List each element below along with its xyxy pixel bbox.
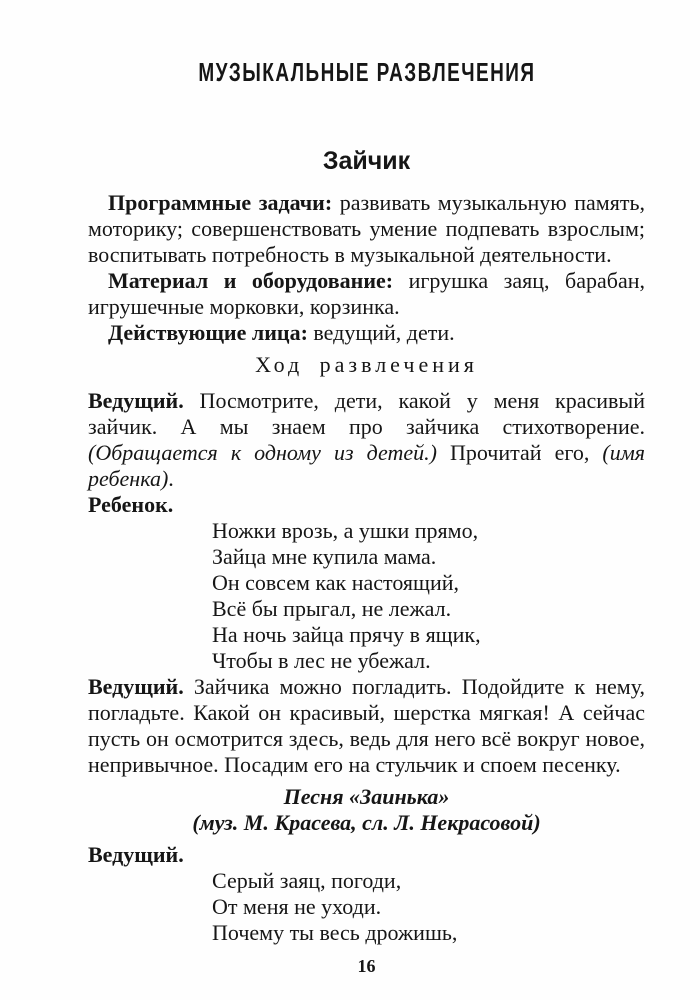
host-dialog-2 — [88, 674, 645, 778]
characters-label: Действующие лица: — [108, 320, 308, 345]
song-heading — [88, 784, 645, 836]
poem-line: Ножки врозь, а ушки прямо, — [212, 518, 479, 543]
child-speaker-line — [88, 492, 645, 518]
host-dialog-1-text-a: Посмотрите, дети, какой у меня красивый зайчик. А мы знаем про зайчика стихотворение. — [88, 388, 645, 439]
materials-paragraph — [88, 268, 645, 320]
characters-paragraph — [88, 320, 645, 346]
program-tasks-paragraph — [88, 190, 645, 268]
poem-line: Чтобы в лес не убежал. — [212, 648, 431, 673]
program-tasks-text: развивать музыкальную память, моторику; совершенствовать умение подпевать взрослым; воспитывать потребность в музыкальной деятельности. — [88, 190, 645, 267]
section-title — [88, 58, 645, 86]
poem-rabbit — [212, 518, 645, 674]
process-heading: Ход развлечения — [255, 352, 478, 377]
page-number: 16 — [357, 956, 376, 976]
section-title-text: МУЗЫКАЛЬНЫЕ РАЗВЛЕЧЕНИЯ — [197, 57, 536, 87]
host-dialog-1 — [88, 388, 645, 492]
characters-text: ведущий, дети. — [307, 320, 455, 345]
host-dialog-1-text-c: . — [168, 466, 174, 491]
materials-text: игрушка заяц, барабан, игрушечные морковки, корзинка. — [88, 268, 645, 319]
host-speaker-line — [88, 842, 645, 868]
speaker-label-host: Ведущий. — [88, 674, 184, 699]
poem-line: Зайца мне купила мама. — [212, 544, 437, 569]
host-dialog-2-text: Зайчика можно погладить. Подойдите к нему, погладьте. Какой он красивый, шерстка мягкая! А сейчас пусть он осмотрится здесь, ведь для него всё вокруг новое, непривычное. Посадим его на стульчик и споем песенку. — [88, 674, 645, 777]
poem-line: Он совсем как настоящий, — [212, 570, 460, 595]
child-name-placeholder: (имя ребенка) — [88, 440, 645, 491]
song-title: Песня «Заинька» — [283, 784, 450, 809]
story-title: Зайчик — [322, 147, 411, 175]
poem-line: Серый заяц, погоди, — [212, 868, 402, 893]
poem-line: От меня не уходи. — [212, 894, 382, 919]
poem-line: Почему ты весь дрожишь, — [212, 920, 458, 945]
speaker-label-child: Ребенок. — [88, 492, 174, 517]
poem-grey-hare — [212, 868, 645, 946]
poem-line: Всё бы прыгал, не лежал. — [212, 596, 452, 621]
speaker-label-host: Ведущий. — [88, 388, 184, 413]
speaker-label-host: Ведущий. — [88, 842, 184, 867]
materials-label: Материал и оборудование: — [108, 268, 394, 293]
stage-direction: (Обращается к одному из детей.) — [88, 440, 437, 465]
program-tasks-label: Программные задачи: — [108, 190, 333, 215]
host-dialog-1-text-b: Прочитай его, — [436, 440, 603, 465]
poem-line: На ночь зайца прячу в ящик, — [212, 622, 481, 647]
song-credits: (муз. М. Красева, сл. Л. Некрасовой) — [192, 810, 541, 835]
